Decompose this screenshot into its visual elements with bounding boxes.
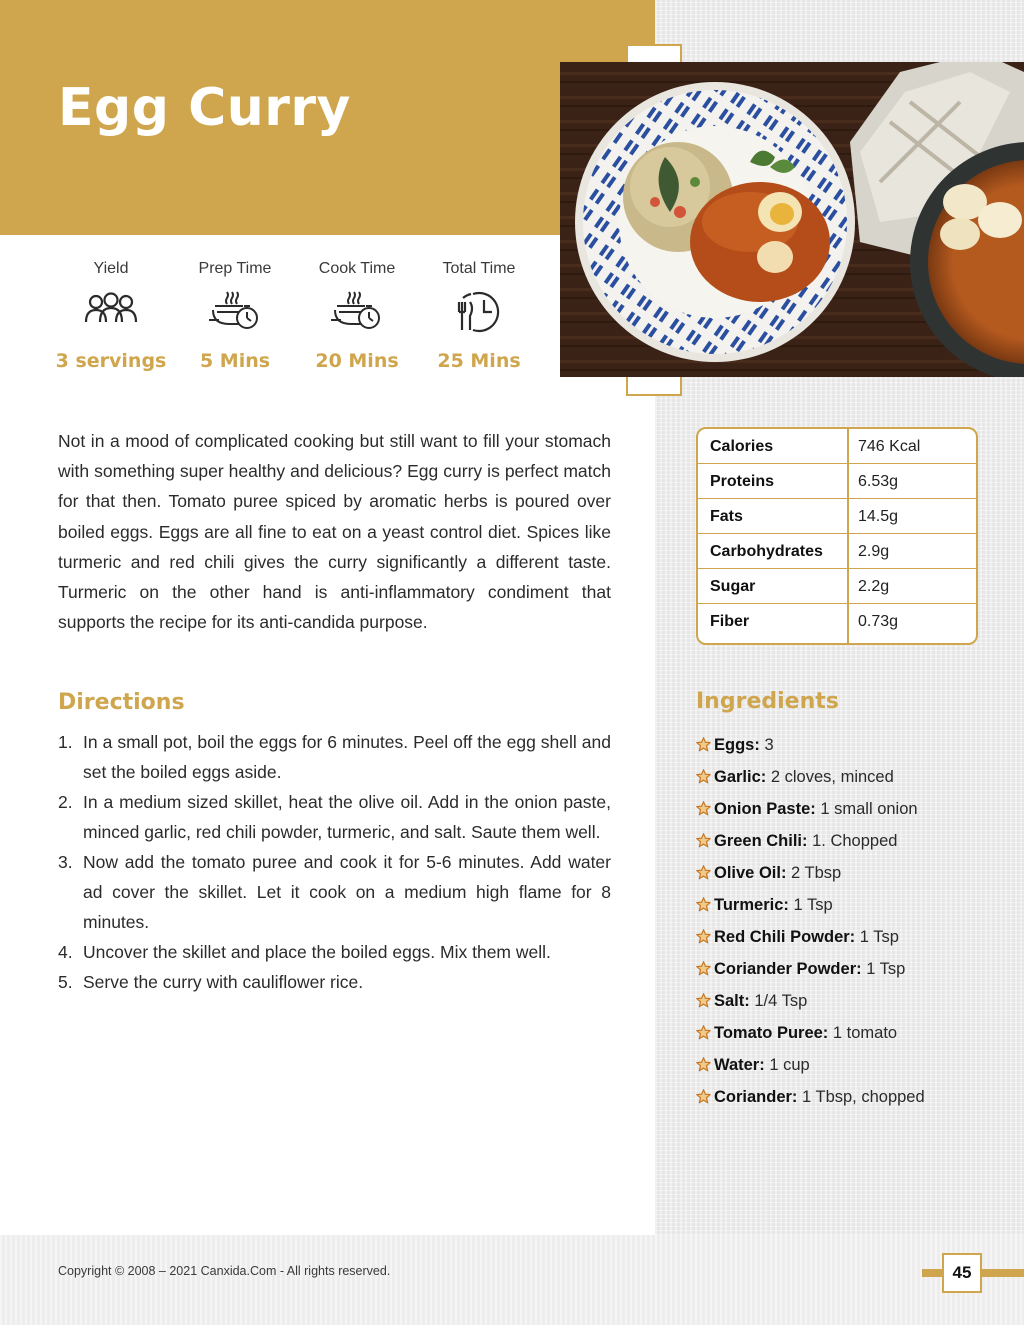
stat-value: 25 Mins [437, 350, 521, 372]
star-icon [696, 993, 711, 1008]
stat-label: Cook Time [318, 260, 396, 277]
ingredient-item [696, 860, 1016, 892]
step-text: Serve the curry with cauliflower rice. [83, 972, 364, 992]
ingredient-quantity: 1 Tbsp, chopped [802, 1088, 925, 1106]
stat-label: Yield [93, 260, 129, 277]
star-icon [696, 961, 711, 976]
ingredient-name: Garlic: [714, 768, 767, 786]
recipe-title: Egg Curry [58, 78, 351, 138]
footer-background [0, 1235, 1024, 1325]
photo-frame-accent-top [626, 44, 682, 64]
stat-value: 3 servings [55, 350, 167, 372]
stat-label: Prep Time [198, 260, 272, 277]
ingredient-quantity: 3 [764, 736, 774, 754]
ingredient-name: Turmeric: [714, 896, 789, 914]
copyright-text: Copyright © 2008 – 2021 Canxida.Com - All rights reserved. [58, 1264, 391, 1278]
ingredient-quantity: 2 cloves, minced [770, 768, 894, 786]
star-icon [696, 1089, 711, 1104]
ingredient-quantity: 1 small onion [820, 800, 918, 818]
nutrition-value: 2.9g [858, 543, 890, 560]
nutrition-row [698, 569, 976, 604]
nutrition-table [696, 427, 978, 645]
nutrition-row [698, 534, 976, 569]
nutrition-label: Proteins [710, 473, 775, 490]
ingredient-quantity: 1 tomato [832, 1024, 898, 1042]
ingredient-quantity: 1 Tsp [859, 928, 899, 946]
ingredient-quantity: 1 cup [769, 1056, 810, 1074]
nutrition-value: 14.5g [858, 508, 899, 525]
star-icon [696, 801, 711, 816]
direction-step [58, 967, 611, 997]
step-number: 5. [58, 972, 73, 992]
nutrition-label: Carbohydrates [710, 543, 823, 560]
ingredient-name: Coriander Powder: [714, 960, 862, 978]
nutrition-label: Fiber [710, 613, 750, 630]
ingredient-item [696, 796, 1016, 828]
star-icon [696, 833, 711, 848]
ingredient-name: Coriander: [714, 1088, 798, 1106]
nutrition-value: 746 Kcal [858, 438, 921, 455]
stat-prep-time [174, 260, 296, 372]
ingredient-item [696, 732, 1016, 764]
directions-heading: Directions [58, 690, 185, 715]
ingredient-item [696, 988, 1016, 1020]
page-number-accent-right [982, 1269, 1024, 1277]
direction-step [58, 847, 611, 937]
stat-cook-time [296, 260, 418, 372]
star-icon [696, 769, 711, 784]
ingredient-name: Green Chili: [714, 832, 808, 850]
recipe-intro: Not in a mood of complicated cooking but still want to fill your stomach with something super healthy and delicious? Egg curry is perfect match for that then. Tomato puree spiced by aromatic herbs is poured over boiled eggs. Eggs are all fine to eat on a yeast control diet. Spices like turmeric and red chili gives the curry significantly a different taste. Turmeric on the other hand is anti-inflammatory condiment that supports the recipe for its anti-candida purpose. [58, 431, 611, 633]
step-number: 1. [58, 732, 73, 752]
ingredient-item [696, 892, 1016, 924]
nutrition-label: Sugar [710, 578, 756, 595]
ingredient-item [696, 956, 1016, 988]
stat-total-time [418, 260, 540, 372]
ingredient-item [696, 764, 1016, 796]
step-text: Now add the tomato puree and cook it for 5-6 minutes. Add water ad cover the skillet. Let it cook on a medium high flame for 8 minutes. [83, 852, 611, 932]
ingredient-name: Onion Paste: [714, 800, 816, 818]
recipe-stats [50, 260, 550, 370]
star-icon [696, 1057, 711, 1072]
pan-timer-icon [329, 288, 385, 334]
nutrition-value: 6.53g [858, 473, 899, 490]
ingredient-item [696, 1020, 1016, 1052]
nutrition-label: Calories [710, 438, 774, 455]
step-number: 4. [58, 942, 73, 962]
ingredient-quantity: 2 Tbsp [791, 864, 842, 882]
step-number: 3. [58, 852, 73, 872]
stat-value: 20 Mins [315, 350, 399, 372]
step-number: 2. [58, 792, 73, 812]
ingredient-name: Tomato Puree: [714, 1024, 829, 1042]
direction-step [58, 787, 611, 847]
pan-timer-icon [207, 288, 263, 334]
nutrition-value: 2.2g [858, 578, 890, 595]
recipe-photo [560, 62, 1024, 377]
ingredient-name: Red Chili Powder: [714, 928, 856, 946]
title-band [0, 0, 655, 235]
ingredient-name: Salt: [714, 992, 750, 1010]
ingredient-quantity: 1. Chopped [812, 832, 898, 850]
ingredient-item [696, 828, 1016, 860]
ingredient-item [696, 1084, 1016, 1116]
page-number-accent-left [922, 1269, 942, 1277]
step-text: In a medium sized skillet, heat the olive oil. Add in the onion paste, minced garlic, red chili powder, turmeric, and salt. Saute them well. [83, 792, 611, 842]
direction-step [58, 937, 611, 967]
directions-list [58, 727, 611, 997]
nutrition-row [698, 604, 976, 639]
nutrition-label: Fats [710, 508, 743, 525]
stat-label: Total Time [442, 260, 516, 277]
people-icon [83, 288, 139, 334]
ingredient-name: Olive Oil: [714, 864, 787, 882]
step-text: Uncover the skillet and place the boiled eggs. Mix them well. [83, 942, 551, 962]
ingredient-item [696, 1052, 1016, 1084]
nutrition-row [698, 464, 976, 499]
ingredient-quantity: 1/4 Tsp [754, 992, 808, 1010]
stat-yield [50, 260, 172, 372]
ingredient-item [696, 924, 1016, 956]
photo-frame-accent-bottom [626, 376, 682, 396]
ingredient-name: Eggs: [714, 736, 760, 754]
star-icon [696, 929, 711, 944]
ingredient-quantity: 1 Tsp [866, 960, 906, 978]
page-number: 45 [942, 1253, 982, 1293]
ingredients-heading: Ingredients [696, 689, 839, 714]
ingredient-quantity: 1 Tsp [793, 896, 833, 914]
step-text: In a small pot, boil the eggs for 6 minutes. Peel off the egg shell and set the boiled eggs aside. [83, 732, 611, 782]
star-icon [696, 737, 711, 752]
star-icon [696, 1025, 711, 1040]
stat-value: 5 Mins [199, 350, 271, 372]
clock-cutlery-icon [451, 288, 507, 334]
ingredients-list [696, 732, 1016, 1116]
nutrition-row [698, 499, 976, 534]
direction-step [58, 727, 611, 787]
star-icon [696, 865, 711, 880]
nutrition-value: 0.73g [858, 613, 899, 630]
star-icon [696, 897, 711, 912]
ingredient-name: Water: [714, 1056, 765, 1074]
nutrition-row [698, 429, 976, 464]
